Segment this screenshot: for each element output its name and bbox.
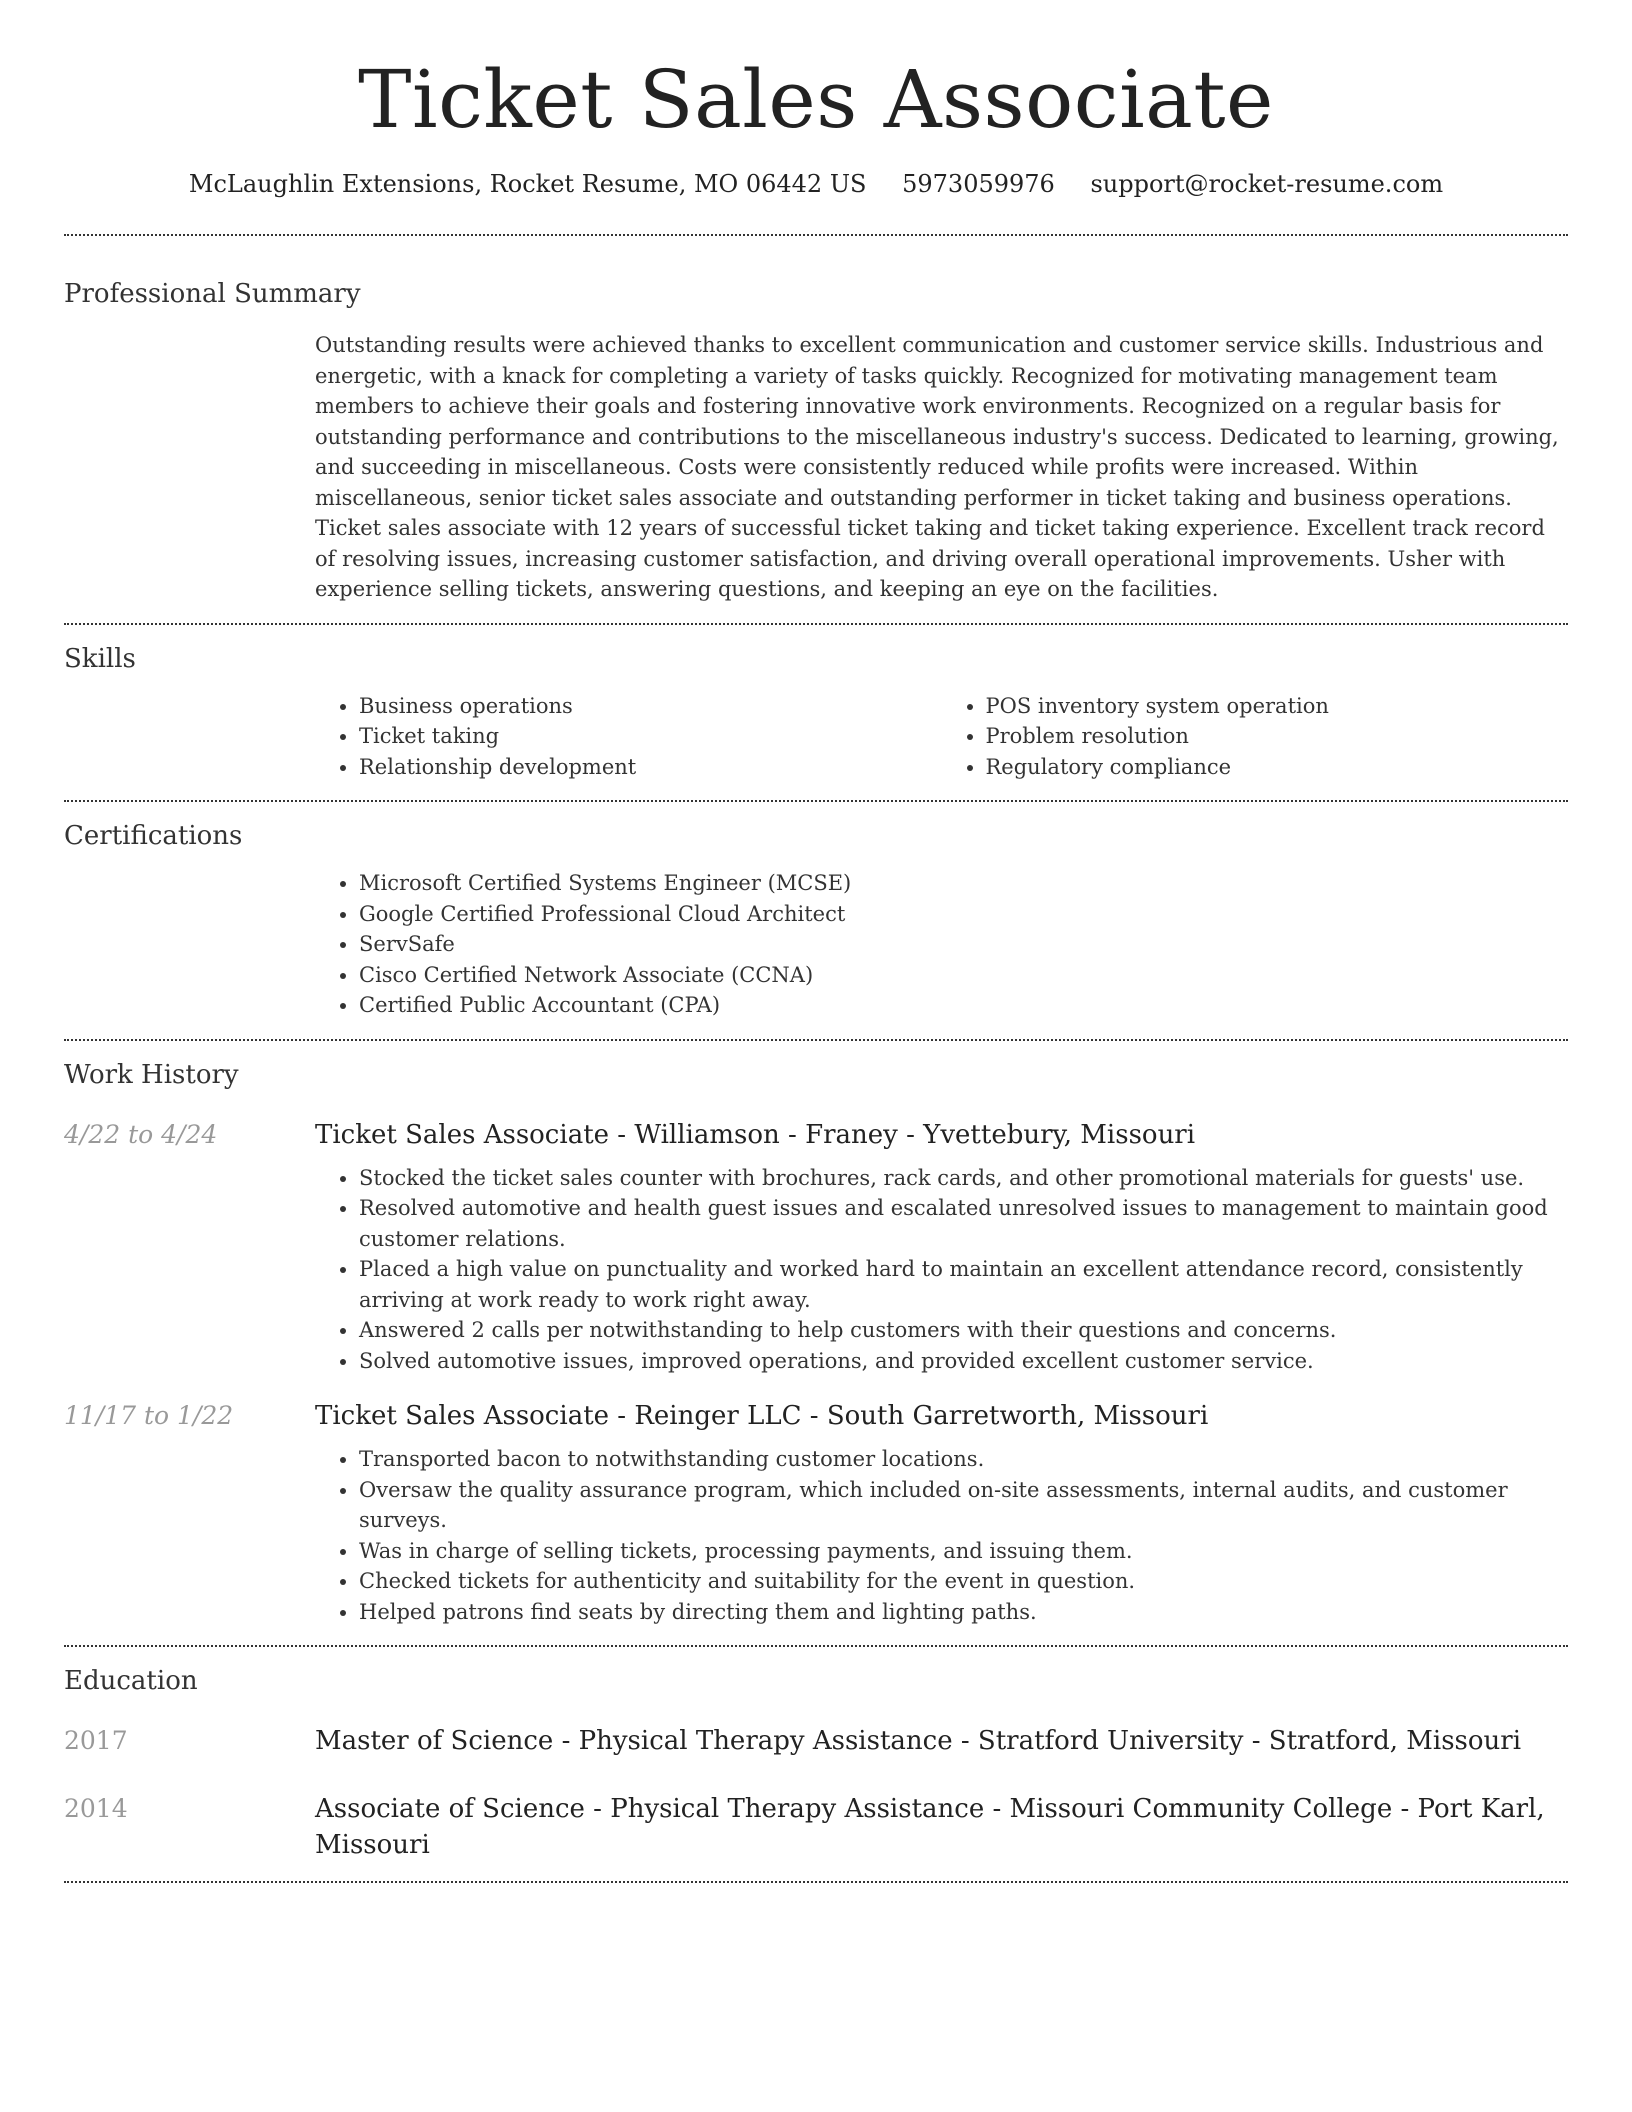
contact-email: support@rocket-resume.com <box>1090 170 1444 198</box>
contact-address: McLaughlin Extensions, Rocket Resume, MO 06442 US <box>188 170 867 198</box>
work-history-heading: Work History <box>64 1059 239 1090</box>
education-body <box>315 1791 1568 1863</box>
work-history-section <box>64 1041 1568 1646</box>
skill-item: • Regulatory compliance <box>986 752 1569 783</box>
education-entry <box>64 1791 1568 1863</box>
job-bullet: • Placed a high value on punctuality and worked hard to maintain an excellent attendance record, consistently arriving at work ready to work right away. <box>359 1254 1568 1315</box>
contact-line <box>64 168 1568 200</box>
skill-item: • POS inventory system operation <box>986 691 1569 722</box>
resume-header <box>64 0 1568 200</box>
job-bullet: • Resolved automotive and health guest issues and escalated unresolved issues to management to maintain good customer relations. <box>359 1193 1568 1254</box>
job-dates: 11/17 to 1/22 <box>64 1401 234 1430</box>
job-entry <box>64 1117 1568 1377</box>
certifications-section <box>64 802 1568 1039</box>
job-bullet: • Was in charge of selling tickets, processing payments, and issuing them. <box>359 1536 1568 1567</box>
summary-text: Outstanding results were achieved thanks to excellent communication and customer service skills. Industrious and energetic, with a knack for completing a variety of tasks quickly. Recognized for motivating management team members to achieve their goals and fostering innovative work environments. Recognized on a regular basis for outstanding performance and contributions to the miscellaneous industry's success. Dedicated to learning, growing, and succeeding in miscellaneous. Costs were consistently reduced while profits were increased. Within miscellaneous, senior ticket sales associate and outstanding performer in ticket taking and business operations. Ticket sales associate with 12 years of successful ticket taking and ticket taking experience. Excellent track record of resolving issues, increasing customer satisfaction, and driving overall operational improvements. Usher with experience selling tickets, answering questions, and keeping an eye on the facilities. <box>315 333 1559 601</box>
certification-item: • Google Certified Professional Cloud Architect <box>359 899 1568 930</box>
skill-item: • Business operations <box>359 691 942 722</box>
skills-list-right <box>942 691 1569 783</box>
certifications-list <box>315 868 1568 1021</box>
job-bullets <box>315 1444 1568 1627</box>
job-title: Ticket Sales Associate - Williamson - Franey - Yvettebury, Missouri <box>315 1119 1196 1150</box>
job-bullet: • Checked tickets for authenticity and suitability for the event in question. <box>359 1566 1568 1597</box>
education-degree: Master of Science - Physical Therapy Assistance - Stratford University - Stratford, Missouri <box>315 1726 1522 1756</box>
certification-item: • Cisco Certified Network Associate (CCNA) <box>359 960 1568 991</box>
candidate-name: Ticket Sales Associate <box>358 53 1274 146</box>
skills-grid <box>315 691 1568 783</box>
education-body <box>315 1723 1568 1759</box>
education-year: 2017 <box>64 1726 128 1755</box>
skill-item: • Relationship development <box>359 752 942 783</box>
divider <box>64 1881 1568 1883</box>
job-bullet: • Transported bacon to notwithstanding customer locations. <box>359 1444 1568 1475</box>
skills-section <box>64 625 1568 801</box>
job-bullet: • Helped patrons find seats by directing them and lighting paths. <box>359 1597 1568 1628</box>
certifications-content <box>315 868 1568 1021</box>
skill-item: • Problem resolution <box>986 721 1569 752</box>
job-bullet: • Oversaw the quality assurance program, which included on-site assessments, internal audits, and customer surveys. <box>359 1475 1568 1536</box>
education-heading: Education <box>64 1666 198 1696</box>
job-body <box>315 1117 1568 1377</box>
contact-phone: 5973059976 <box>902 170 1055 198</box>
job-bullet: • Stocked the ticket sales counter with brochures, rack cards, and other promotional materials for guests' use. <box>359 1163 1568 1194</box>
education-entry <box>64 1723 1568 1759</box>
job-bullets <box>315 1163 1568 1377</box>
job-entry <box>64 1398 1568 1627</box>
job-bullet: • Answered 2 calls per notwithstanding to help customers with their questions and concerns. <box>359 1315 1568 1346</box>
skill-item: • Ticket taking <box>359 721 942 752</box>
skills-list-left <box>315 691 942 783</box>
education-section <box>64 1647 1568 1881</box>
certifications-heading: Certifications <box>64 821 243 851</box>
certification-item: • ServSafe <box>359 929 1568 960</box>
job-title: Ticket Sales Associate - Reinger LLC - South Garretworth, Missouri <box>315 1401 1209 1431</box>
certification-item: • Microsoft Certified Systems Engineer (MCSE) <box>359 868 1568 899</box>
skills-heading: Skills <box>64 643 136 674</box>
education-year: 2014 <box>64 1794 128 1823</box>
job-bullet: • Solved automotive issues, improved operations, and provided excellent customer service. <box>359 1346 1568 1377</box>
summary-heading: Professional Summary <box>64 279 361 309</box>
job-body <box>315 1398 1568 1627</box>
job-dates: 4/22 to 4/24 <box>64 1119 218 1149</box>
summary-section <box>64 236 1568 623</box>
education-degree: Associate of Science - Physical Therapy Assistance - Missouri Community College - Port Karl, Missouri <box>315 1794 1545 1860</box>
certification-item: • Certified Public Accountant (CPA) <box>359 990 1568 1021</box>
